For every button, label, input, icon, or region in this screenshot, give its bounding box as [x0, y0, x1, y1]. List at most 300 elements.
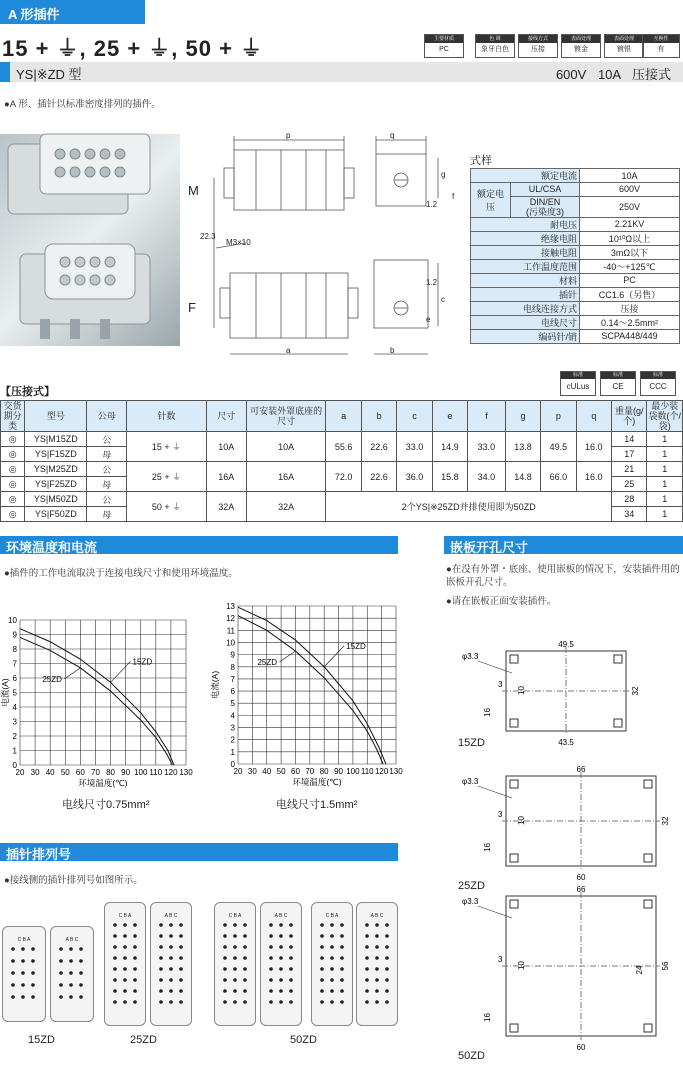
connector-photo-illustration	[0, 134, 180, 346]
pin-dot	[179, 945, 183, 949]
table-header: c	[397, 401, 432, 432]
pin-dot	[113, 945, 117, 949]
crimp-heading: 【压接式】	[0, 386, 55, 398]
y-tick-label: 7	[12, 659, 17, 669]
y-tick-label: 10	[8, 616, 17, 625]
pin-dot	[123, 945, 127, 949]
y-tick-label: 3	[12, 717, 17, 727]
delivery-cell: ◎	[1, 462, 25, 477]
spec-value: 10¹⁰Ω以上	[580, 231, 680, 245]
pin-dot	[223, 1000, 227, 1004]
mount-hole	[644, 900, 652, 908]
spec-label: 电线尺寸	[471, 315, 580, 329]
spec-box	[475, 34, 515, 58]
delivery-cell: ◎	[1, 507, 25, 522]
series-leader	[64, 668, 80, 679]
x-tick-label: 40	[45, 768, 55, 777]
dim-cell: 49.5	[541, 432, 576, 462]
spec-box-head: 色 调	[476, 35, 514, 43]
x-tick-label: 100	[346, 767, 360, 776]
pin-dot	[21, 995, 25, 999]
dim-w1: 49.5	[558, 640, 574, 649]
pin-dot	[59, 947, 63, 951]
spec-row	[471, 183, 680, 197]
current: 10A	[597, 67, 621, 82]
pin-dot	[320, 989, 324, 993]
pin-dot	[375, 956, 379, 960]
size-cell: 16A	[206, 462, 246, 492]
dim-cell: 36.0	[397, 462, 432, 492]
pin-dot	[11, 983, 15, 987]
qty-cell: 1	[647, 462, 683, 477]
x-tick-label: 110	[360, 767, 374, 776]
pin-dot	[340, 967, 344, 971]
pin-dot	[79, 983, 83, 987]
qty-cell: 1	[647, 507, 683, 522]
dim-cell: 33.0	[468, 432, 506, 462]
pin-dot	[59, 971, 63, 975]
x-tick-label: 90	[334, 767, 343, 776]
sex-cell: 公	[87, 462, 127, 477]
pin-dot	[113, 956, 117, 960]
pin-panel	[311, 902, 353, 1026]
pin-dot	[269, 934, 273, 938]
cert-value: cULus	[566, 382, 590, 391]
pin-dot	[330, 967, 334, 971]
hole-dim: φ3.3	[462, 777, 479, 786]
pin-dot	[123, 989, 127, 993]
pin-dot	[159, 923, 163, 927]
dim-a: a	[286, 346, 291, 355]
mount-hole	[510, 655, 518, 663]
pin-dot	[320, 1000, 324, 1004]
x-axis-label: 环境温度(℃)	[78, 778, 128, 788]
chart-15	[210, 598, 403, 792]
pin-dot	[243, 945, 247, 949]
spec-title: 式样	[470, 155, 492, 167]
dim-cell: 22.6	[361, 462, 396, 492]
pin-dot	[179, 934, 183, 938]
spec-box-head: 互换性	[643, 35, 679, 43]
spec-box-value: PC	[439, 46, 449, 53]
weight-cell: 14	[612, 432, 647, 447]
pin-col-header: A B C	[65, 937, 79, 943]
pin-grid	[105, 919, 145, 1017]
product-table	[0, 400, 683, 522]
pin-dot	[365, 1000, 369, 1004]
pin-dot	[113, 934, 117, 938]
cert-badge	[600, 371, 636, 396]
pin-dot	[243, 989, 247, 993]
cert-head: 标准	[601, 372, 635, 379]
pin-dot	[21, 971, 25, 975]
y-tick-label: 1	[230, 747, 235, 757]
pin-dot	[133, 989, 137, 993]
dim-cell: 33.0	[397, 432, 432, 462]
pin-dot	[69, 959, 73, 963]
qty-cell: 1	[647, 492, 683, 507]
series-label: 25ZD	[257, 657, 278, 667]
table-header: 可安装外罩底座的尺寸	[246, 401, 326, 432]
spec-table	[470, 168, 680, 344]
spec-value: PC	[580, 273, 680, 287]
y-tick-label: 4	[230, 711, 235, 721]
spec-box-value: 镀金	[574, 46, 588, 53]
spec-box-head: 主要材质	[425, 35, 463, 43]
y-tick-label: 13	[226, 602, 235, 611]
x-tick-label: 120	[164, 768, 178, 777]
spec-row	[471, 329, 680, 343]
pin-dot	[123, 978, 127, 982]
spec-value: CC1.6（另售）	[580, 287, 680, 301]
panel-label: 50ZD	[458, 1050, 485, 1062]
table-row	[1, 432, 683, 447]
x-tick-label: 20	[15, 768, 25, 777]
spec-label: UL/CSA	[511, 183, 580, 197]
pin-grid	[312, 919, 352, 1017]
dim-cell: 14.9	[432, 432, 467, 462]
spec-label: DIN/EN (污染度3)	[511, 196, 580, 217]
series-leader	[111, 661, 131, 682]
spec-value: 0.14～2.5mm²	[580, 315, 680, 329]
pin-dot	[223, 989, 227, 993]
pin-dot	[233, 923, 237, 927]
series-label: 15ZD	[346, 641, 366, 651]
pin-dot	[385, 989, 389, 993]
mount-hole	[644, 854, 652, 862]
pin-dot	[59, 983, 63, 987]
hole-leader	[478, 786, 512, 798]
weight-cell: 21	[612, 462, 647, 477]
y-tick-label: 7	[230, 674, 235, 684]
y-tick-label: 5	[12, 688, 17, 698]
y-tick-label: 0	[230, 760, 235, 769]
pin-dot	[330, 978, 334, 982]
x-axis-label: 环境温度(℃)	[292, 777, 342, 787]
intro-note: ●A 形、插针以标准密度排列的插件。	[4, 99, 161, 110]
pin-dot	[169, 934, 173, 938]
spec-row	[471, 287, 680, 301]
dim-12a: 1.2	[426, 200, 438, 209]
connection-type: 压接式	[631, 67, 671, 82]
pin-grid	[357, 919, 397, 1017]
pin-dot	[289, 923, 293, 927]
panel-drawing-15ZD	[456, 635, 681, 765]
pin-dot	[365, 923, 369, 927]
env-note: ●插件的工作电流取决于连接电线尺寸和使用环境温度。	[4, 568, 238, 579]
dim-p: p	[286, 131, 291, 140]
pin-dot	[21, 983, 25, 987]
spec-box	[561, 34, 601, 58]
pin-dot	[79, 971, 83, 975]
spec-row	[471, 259, 680, 273]
pin-dot	[243, 923, 247, 927]
y-tick-label: 0	[12, 761, 17, 770]
dim-h: 56	[661, 961, 670, 971]
pin-dot	[340, 989, 344, 993]
female-label: F	[188, 300, 196, 315]
pins-cell: 15 + ⏚	[127, 432, 207, 462]
pin-dot	[133, 945, 137, 949]
pin-dot	[340, 934, 344, 938]
pin-dot	[269, 967, 273, 971]
pin-dot	[223, 956, 227, 960]
note-cell: 2个YS|※25ZD并排使用即为50ZD	[326, 492, 612, 522]
spec-row	[471, 169, 680, 183]
pin-label-15: 15ZD	[28, 1034, 55, 1046]
model-cell: YS|F15ZD	[25, 447, 87, 462]
pin-dot	[233, 967, 237, 971]
pin-dot	[169, 978, 173, 982]
pin-dot	[113, 1000, 117, 1004]
pin-dot	[159, 978, 163, 982]
pin-dot	[320, 934, 324, 938]
pin-dot	[159, 934, 163, 938]
dim-s2: 10	[517, 686, 526, 695]
spec-row	[471, 231, 680, 245]
spec-label: 绝缘电阻	[471, 231, 580, 245]
pin-dot	[233, 978, 237, 982]
pin-dot	[79, 947, 83, 951]
y-tick-label: 3	[230, 723, 235, 733]
pin-dot	[289, 978, 293, 982]
dim-c: c	[441, 295, 445, 304]
y-tick-label: 2	[12, 732, 17, 741]
pin-dot	[269, 923, 273, 927]
table-header: 尺寸	[206, 401, 246, 432]
spec-box	[518, 34, 558, 58]
table-header: 交货期分类	[1, 401, 25, 432]
cert-head: 标准	[641, 372, 675, 379]
pin-dot	[243, 956, 247, 960]
pin-dot	[289, 967, 293, 971]
pin-dot	[123, 934, 127, 938]
spec-value: 250V	[580, 196, 680, 217]
pin-grid	[3, 943, 45, 1013]
series-accent	[0, 62, 10, 82]
hole-dim: φ3.3	[462, 897, 479, 906]
y-tick-label: 5	[230, 699, 235, 709]
dim-s1: 16	[483, 843, 492, 852]
page-title: 15 + ⏚, 25 + ⏚, 50 + ⏚	[2, 36, 264, 61]
pin-dot	[375, 978, 379, 982]
panel-label: 15ZD	[458, 737, 485, 749]
pin-panel	[214, 902, 256, 1026]
pin-col-header: A B C	[274, 913, 288, 919]
y-axis-label: 电流(A)	[210, 670, 220, 700]
pins-cell: 50 + ⏚	[127, 492, 207, 522]
pin-dot	[169, 956, 173, 960]
dim-cell: 55.6	[326, 432, 361, 462]
table-header: e	[432, 401, 467, 432]
mount-hole	[644, 780, 652, 788]
dim-cell: 15.8	[432, 462, 467, 492]
dim-h: 32	[661, 816, 670, 826]
cover-cell: 16A	[246, 462, 326, 492]
pin-dot	[79, 995, 83, 999]
series-leader	[324, 646, 344, 667]
model-cell: YS|F50ZD	[25, 507, 87, 522]
mount-hole	[614, 719, 622, 727]
pin-dot	[233, 956, 237, 960]
x-tick-label: 30	[30, 768, 40, 777]
pin-dot	[179, 978, 183, 982]
pin-col-header: C B A	[118, 913, 132, 919]
size-cell: 10A	[206, 432, 246, 462]
cert-badge	[640, 371, 676, 396]
dim-g: g	[441, 170, 446, 179]
pin-dot	[223, 923, 227, 927]
env-heading: 环境温度和电流	[0, 536, 398, 554]
x-tick-label: 70	[305, 767, 315, 776]
pin-dot	[159, 1000, 163, 1004]
cert-value: CE	[612, 382, 624, 391]
pin-dot	[269, 945, 273, 949]
dim-223: 22.3	[200, 232, 216, 241]
spec-group: 额定电压	[471, 183, 511, 218]
pin-col-header: C B A	[228, 913, 242, 919]
x-tick-label: 120	[374, 767, 389, 776]
pin-dot	[113, 967, 117, 971]
pin-dot	[385, 945, 389, 949]
spec-box-head: 接线方式	[519, 35, 557, 43]
pin-grid	[51, 943, 93, 1013]
x-tick-label: 110	[149, 768, 163, 777]
spec-row	[471, 315, 680, 329]
spec-label: 编码针/销	[471, 329, 580, 343]
pin-dot	[113, 978, 117, 982]
pin-dot	[340, 1000, 344, 1004]
pin-col-header: C B A	[17, 937, 31, 943]
spec-label: 材料	[471, 273, 580, 287]
pin-col-header: A B C	[164, 913, 178, 919]
mount-hole	[510, 854, 518, 862]
sex-cell: 母	[87, 507, 127, 522]
pin-dot	[69, 947, 73, 951]
spec-row	[471, 217, 680, 231]
table-header: 最少装袋数(个/袋)	[648, 401, 681, 431]
qty-cell: 1	[647, 477, 683, 492]
pin-dot	[159, 989, 163, 993]
delivery-cell: ◎	[1, 432, 25, 447]
pin-dot	[330, 923, 334, 927]
pin-grid	[261, 919, 301, 1017]
pin-dot	[375, 934, 379, 938]
y-tick-label: 9	[12, 630, 17, 640]
spec-box	[424, 34, 464, 58]
spec-value: 10A	[580, 169, 680, 183]
pin-dot	[233, 945, 237, 949]
pin-dot	[69, 983, 73, 987]
panel-drawing-25ZD	[456, 760, 681, 900]
pin-dot	[223, 978, 227, 982]
pin-dot	[69, 995, 73, 999]
pin-dot	[279, 978, 283, 982]
pin-dot	[289, 945, 293, 949]
pin-dot	[31, 983, 35, 987]
hole-leader	[478, 906, 512, 918]
qty-cell: 1	[647, 432, 683, 447]
pin-dot	[330, 989, 334, 993]
table-row	[1, 462, 683, 477]
pin-dot	[123, 967, 127, 971]
pin-dot	[279, 1000, 283, 1004]
y-tick-label: 9	[230, 650, 235, 660]
mount-hole	[510, 719, 518, 727]
pin-label-25: 25ZD	[130, 1034, 157, 1046]
pin-dot	[340, 945, 344, 949]
dim-b: b	[390, 346, 395, 355]
pin-dot	[31, 959, 35, 963]
series-label: 15ZD	[132, 657, 153, 667]
table-header: g	[505, 401, 540, 432]
pin-dot	[133, 967, 137, 971]
pin-dot	[375, 989, 379, 993]
dim-cell: 14.8	[505, 462, 540, 492]
x-tick-label: 50	[60, 768, 70, 777]
pin-dot	[179, 923, 183, 927]
dim-f: f	[452, 192, 455, 201]
mount-hole	[510, 780, 518, 788]
pin-dot	[233, 1000, 237, 1004]
series-line	[238, 616, 383, 764]
dim-w2: 60	[576, 1043, 586, 1052]
series-name: YS|※ZD 型	[16, 67, 82, 82]
product-photo	[0, 134, 180, 346]
pin-dot	[113, 923, 117, 927]
spec-box-head: 表面处理	[562, 35, 600, 43]
pin-dot	[59, 995, 63, 999]
pin-dot	[123, 1000, 127, 1004]
size-cell: 32A	[206, 492, 246, 522]
y-tick-label: 1	[12, 746, 17, 756]
y-tick-label: 4	[12, 703, 17, 712]
pin-dot	[269, 978, 273, 982]
y-tick-label: 12	[226, 614, 235, 624]
pin-col-header: A B C	[370, 913, 384, 919]
series-leader	[279, 651, 295, 662]
pin-dot	[223, 934, 227, 938]
dim-cell: 13.8	[505, 432, 540, 462]
spec-row	[471, 301, 680, 315]
pin-dot	[330, 934, 334, 938]
spec-value: 3mΩ以下	[580, 245, 680, 259]
x-tick-label: 90	[121, 768, 131, 777]
male-label: M	[188, 183, 199, 198]
pin-dot	[330, 1000, 334, 1004]
pin-dot	[340, 978, 344, 982]
dim-w2: 60	[576, 873, 586, 882]
cover-cell: 10A	[246, 432, 326, 462]
spec-box	[604, 34, 644, 58]
delivery-cell: ◎	[1, 477, 25, 492]
spec-value: 600V	[580, 183, 680, 197]
dim-q: q	[390, 131, 395, 140]
table-header: 型号	[25, 401, 87, 432]
table-header: 公母	[87, 401, 127, 432]
dim-w1: 66	[576, 765, 586, 774]
pin-dot	[243, 978, 247, 982]
cover-cell: 32A	[246, 492, 326, 522]
pin-dot	[279, 956, 283, 960]
dim-s1: 16	[483, 708, 492, 717]
pin-dot	[320, 923, 324, 927]
y-tick-label: 2	[230, 735, 235, 745]
pin-note: ●接线侧的插针排列号如图所示。	[4, 875, 143, 886]
pin-dot	[375, 967, 379, 971]
pin-dot	[21, 947, 25, 951]
sex-cell: 母	[87, 447, 127, 462]
